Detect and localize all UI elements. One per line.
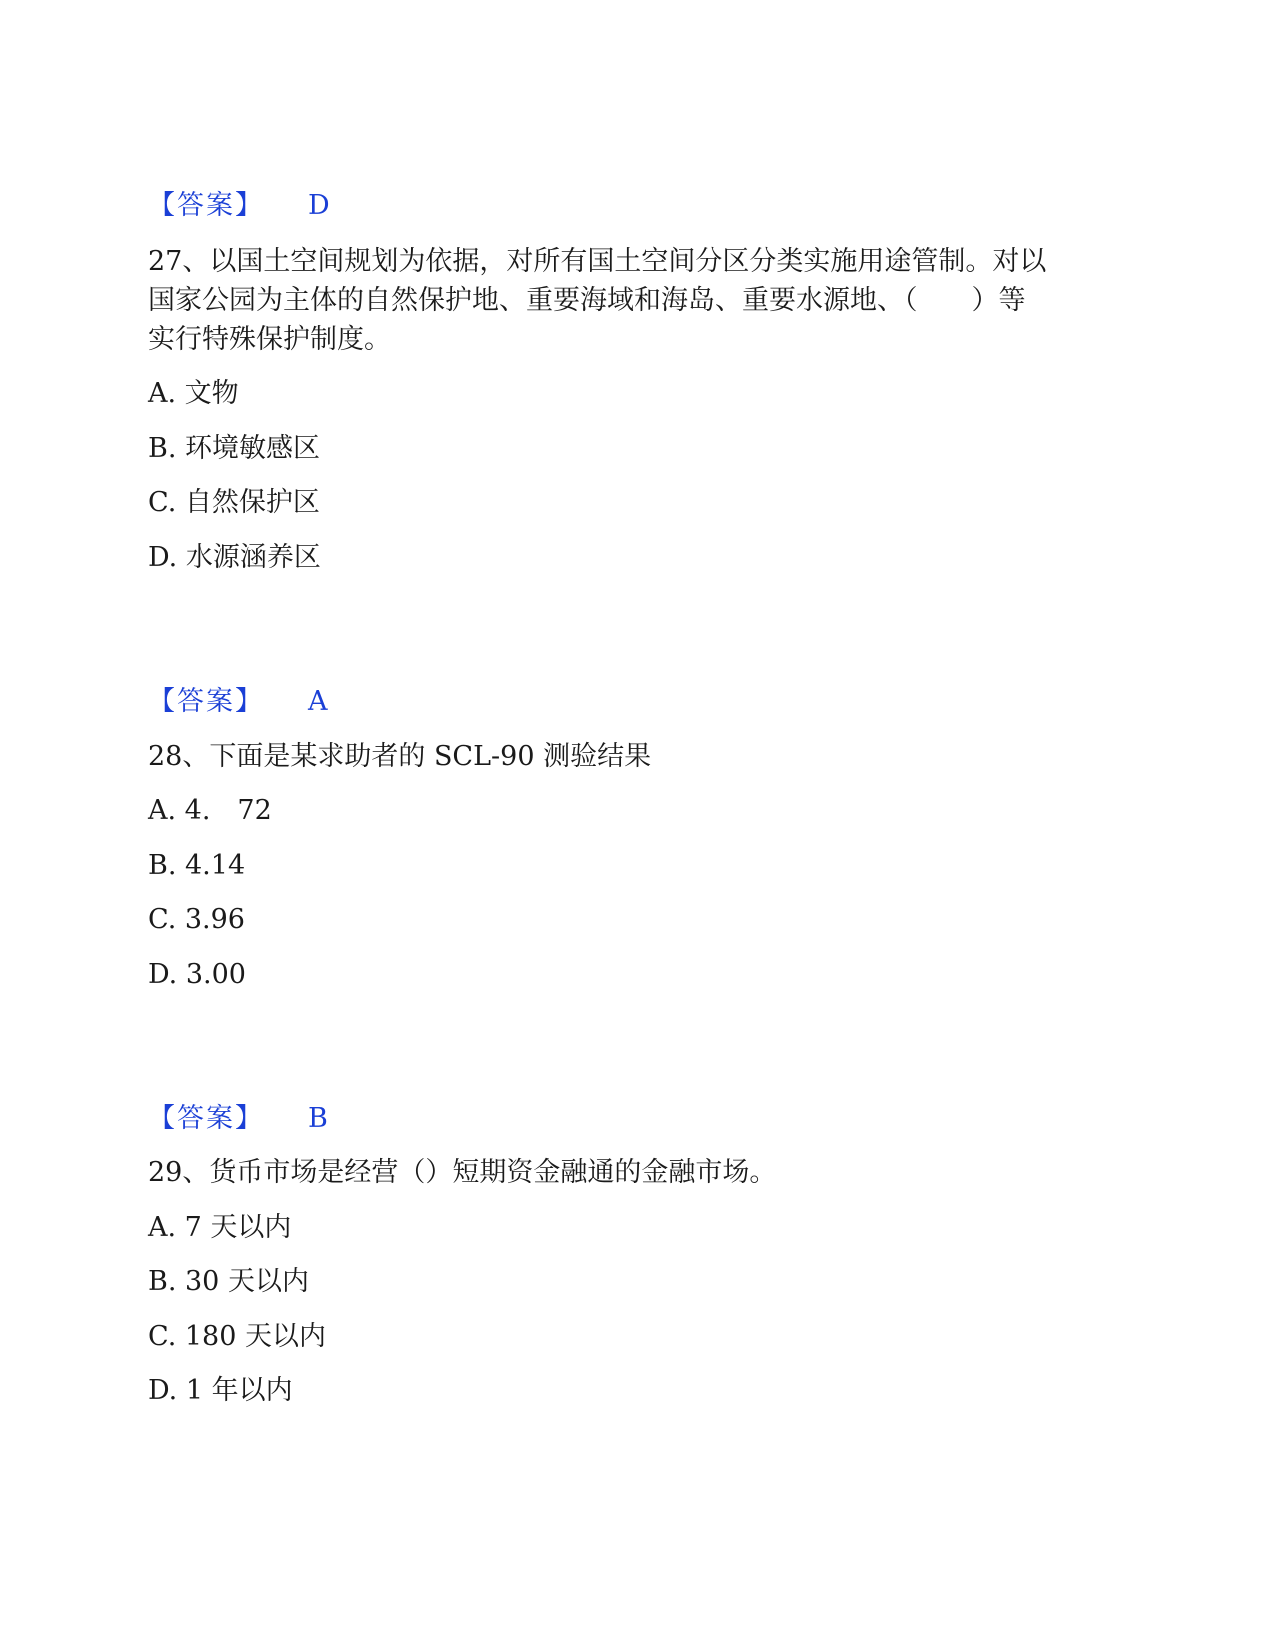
option-b: B. 4.14 <box>148 850 246 881</box>
answer-label: 【答案】 <box>148 1103 264 1134</box>
question-29-line-1: 29、货币市场是经营（）短期资金融通的金融市场。 <box>148 1157 777 1188</box>
question-27-line-1: 27、以国土空间规划为依据，对所有国土空间分区分类实施用途管制。对以 <box>148 246 1047 277</box>
question-27-line-2: 国家公园为主体的自然保护地、重要海域和海岛、重要水源地、（ ）等 <box>148 285 1026 316</box>
option-a: A. 4. 72 <box>148 795 272 826</box>
option-a: A. 文物 <box>148 378 239 409</box>
option-a: A. 7 天以内 <box>148 1212 292 1243</box>
option-b: B. 环境敏感区 <box>148 433 321 464</box>
question-27-line-3: 实行特殊保护制度。 <box>148 324 391 355</box>
option-d: D. 1 年以内 <box>148 1375 293 1406</box>
option-b: B. 30 天以内 <box>148 1266 309 1297</box>
option-c: C. 自然保护区 <box>148 487 320 518</box>
answer-value: D <box>308 190 330 221</box>
answer-value: B <box>308 1103 328 1134</box>
option-c: C. 3.96 <box>148 904 245 935</box>
answer-line <box>148 186 330 226</box>
answer-label: 【答案】 <box>148 686 264 717</box>
question-28-line-1: 28、下面是某求助者的 SCL-90 测验结果 <box>148 741 652 772</box>
answer-line <box>148 682 328 722</box>
answer-value: A <box>308 686 328 717</box>
answer-line <box>148 1099 328 1139</box>
option-c: C. 180 天以内 <box>148 1321 326 1352</box>
option-d: D. 水源涵养区 <box>148 542 321 573</box>
option-d: D. 3.00 <box>148 959 246 990</box>
answer-label: 【答案】 <box>148 190 264 221</box>
